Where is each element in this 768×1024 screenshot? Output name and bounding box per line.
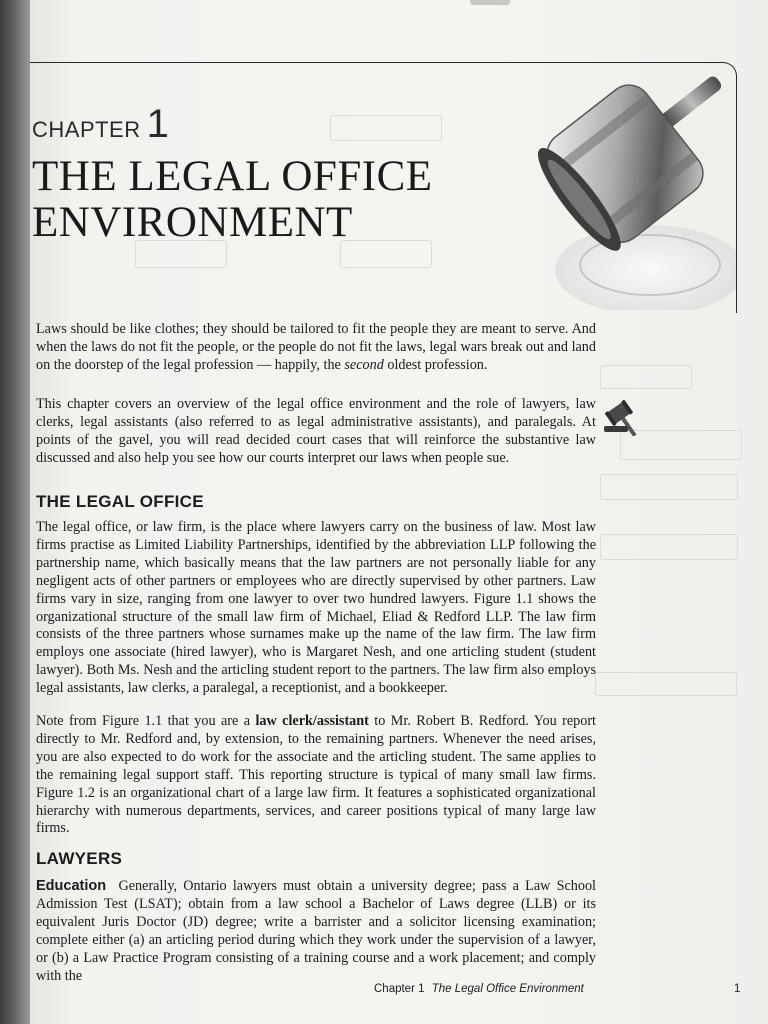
page-top-mark xyxy=(470,0,510,5)
section-heading-legal-office: THE LEGAL OFFICE xyxy=(36,492,204,511)
run-in-heading-education: Education xyxy=(36,878,107,894)
bleed-through-box xyxy=(600,474,738,500)
intro-paragraph-1 xyxy=(36,321,596,375)
textbook-page xyxy=(30,0,768,1024)
footer-chapter: Chapter 1 xyxy=(374,983,425,995)
page-number: 1 xyxy=(734,983,741,995)
bleed-through-box xyxy=(600,534,738,560)
running-footer xyxy=(374,983,584,995)
gavel-icon xyxy=(602,396,648,436)
footer-title: The Legal Office Environment xyxy=(431,983,584,995)
lawyers-text-1 xyxy=(36,878,596,985)
legal-office-text-2-end: to Mr. Robert B. Redford. You report directly to Mr. Redford and, by extension, to the remaining partners. Whenever the need arises, you are also expected to do work for the associate and the articling student. The same applies to the remaining legal support staff. This reporting structure is typical of many small law firms. Figure 1.2 is an organizational chart of a large law firm. It features a sophisticated organizational hierarchy with numerous departments, services, and career positions typical of many large law firms. xyxy=(36,713,596,837)
bleed-through-box xyxy=(600,365,692,389)
chapter-label xyxy=(32,102,169,147)
intro-text-1-main: Laws should be like clothes; they should be tailored to fit the people they are meant to serve. And when the laws do not fit the people, or the people do not fit the laws, legal wars break out and land on the doorstep of the legal profession — happily, the xyxy=(36,321,596,373)
lawyers-paragraph-1 xyxy=(36,878,596,985)
intro-text-1-end: oldest profession. xyxy=(383,356,488,373)
legal-office-text-2 xyxy=(36,713,596,838)
lawyers-text-1-body: Generally, Ontario lawyers must obtain a university degree; pass a Law School Admission Test (LSAT); obtain from a law school a Bachelor of Laws degree (LLB) or its equivalent Juris Doctor (JD) degree; write a barrister and a solicitor licensing examination; complete either (a) an articling period during which they work under the supervision of a lawyer, or (b) a Law Practice Program consisting of a training course and a work placement; and comply with the xyxy=(36,878,596,984)
section-heading-lawyers: LAWYERS xyxy=(36,849,123,868)
bleed-through-box xyxy=(595,672,737,696)
legal-office-text-2-bold: law clerk/assistant xyxy=(255,713,369,729)
legal-office-text-2-start: Note from Figure 1.1 that you are a xyxy=(36,713,256,729)
chapter-word: CHAPTER xyxy=(32,117,141,142)
chapter-title: THE LEGAL OFFICE ENVIRONMENT xyxy=(32,153,433,246)
intro-text-1-emphasis: second xyxy=(344,356,384,373)
intro-paragraph-2 xyxy=(36,396,596,468)
gavel-photo xyxy=(500,60,736,310)
intro-text-1 xyxy=(36,321,596,375)
legal-office-paragraph-1 xyxy=(36,519,596,698)
book-spine-shadow xyxy=(0,0,30,1024)
chapter-number: 1 xyxy=(146,102,169,146)
intro-text-2: This chapter covers an overview of the legal office environment and the role of lawyers, law clerks, legal assistants (also referred to as legal administrative assistants), and paralegals. At points of the gavel, you will read decided court cases that will reinforce the substantive law discussed and also help you see how our courts interpret our laws when people sue. xyxy=(36,396,596,466)
legal-office-paragraph-2 xyxy=(36,713,596,838)
legal-office-text-1: The legal office, or law firm, is the place where lawyers carry on the business of law. Most law firms practise as Limited Liability Partnerships, identified by the abbreviation LLP following the partnership name, which basically means that the law partners are not personally liable for any negligent acts of other partners or employees who are directly supervised by other partners. Law firms vary in size, ranging from one lawyer to over two hundred lawyers. Figure 1.1 shows the organizational structure of the small law firm of Michael, Eliad & Redford LLP. The law firm consists of the three partners whose surnames make up the name of the law firm. The law firm employs one associate (hired lawyer), who is Margaret Nesh, and one articling student (student lawyer). Both Ms. Nesh and the articling student report to the partners. The law firm also employs legal assistants, law clerks, a paralegal, a receptionist, and a bookkeeper. xyxy=(36,519,596,697)
